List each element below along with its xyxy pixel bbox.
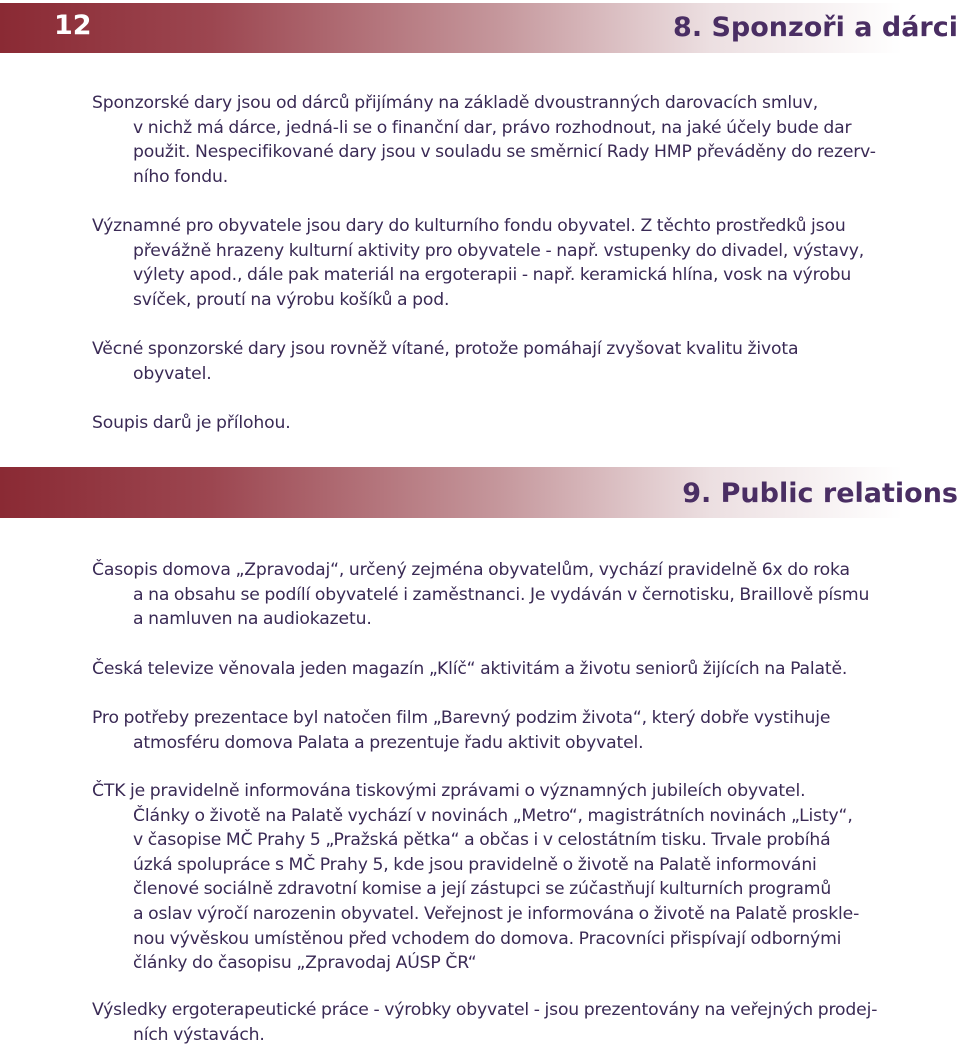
- section-9-title: 9. Public relations: [682, 478, 958, 509]
- text-line: Významné pro obyvatele jsou dary do kulturního fondu obyvatel. Z těchto prostředků jsou: [92, 216, 846, 236]
- text-line: v nichž má dárce, jedná-li se o finanční dar, právo rozhodnout, na jaké účely bude dar: [133, 117, 852, 138]
- text-line: Časopis domova „Zpravodaj“, určený zejména obyvatelům, vychází pravidelně 6x do roka: [92, 560, 850, 580]
- gift-list-note: [92, 411, 958, 436]
- text-line: Soupis darů je přílohou.: [92, 413, 291, 433]
- text-line: Výsledky ergoterapeutické práce - výrobky obyvatel - jsou prezentovány na veřejných prodej-: [92, 1000, 878, 1020]
- text-line: převážně hrazeny kulturní aktivity pro obyvatele - např. vstupenky do divadel, výstavy,: [133, 240, 865, 261]
- text-line: a oslav výročí narozenin obyvatel. Veřejnost je informována o životě na Palatě proskle-: [133, 903, 860, 924]
- text-line: Sponzorské dary jsou od dárců přijímány na základě dvoustranných darovacích smluv,: [92, 93, 819, 113]
- text-line: Věcné sponzorské dary jsou rovněž vítané, protože pomáhají zvyšovat kvalitu života: [92, 339, 799, 359]
- sponsorship-paragraph: [92, 91, 958, 189]
- ergotherapy-paragraph: [92, 998, 958, 1047]
- film-paragraph: [92, 706, 958, 755]
- text-line: nou vývěskou umístěnou před vchodem do domova. Pracovníci přispívají odbornými: [133, 928, 842, 949]
- text-line: a na obsahu se podílí obyvatelé i zaměstnanci. Je vydáván v černotisku, Braillově písmu: [133, 584, 870, 605]
- text-line: obyvatel.: [133, 363, 212, 384]
- newsletter-paragraph: [92, 558, 958, 632]
- text-line: výlety apod., dále pak materiál na ergoterapii - např. keramická hlína, vosk na výrobu: [133, 265, 852, 286]
- press-paragraph: [92, 779, 958, 976]
- text-line: Pro potřeby prezentace byl natočen film „Barevný podzim života“, který dobře vystihuje: [92, 708, 831, 728]
- text-line: ČTK je pravidelně informována tiskovými zprávami o významných jubileích obyvatel.: [92, 781, 806, 801]
- text-line: svíček, proutí na výrobu košíků a pod.: [133, 289, 450, 310]
- section-8-title: 8. Sponzoři a dárci: [673, 12, 958, 43]
- text-line: Česká televize věnovala jeden magazín „Klíč“ aktivitám a životu seniorů žijících na Palatě.: [92, 659, 848, 679]
- text-line: Články o životě na Palatě vychází v novinách „Metro“, magistrátních novinách „Listy“,: [133, 805, 853, 826]
- text-line: atmosféru domova Palata a prezentuje řadu aktivit obyvatel.: [133, 732, 644, 753]
- text-line: ních výstavách.: [133, 1024, 265, 1045]
- text-line: úzká spolupráce s MČ Prahy 5, kde jsou pravidelně o životě na Palatě informováni: [133, 854, 817, 875]
- television-paragraph: [92, 657, 958, 682]
- page-number: 12: [54, 10, 92, 41]
- text-line: a namluven na audiokazetu.: [133, 609, 372, 630]
- culture-fund-paragraph: [92, 214, 958, 312]
- text-line: ního fondu.: [133, 166, 229, 187]
- text-line: členové sociálně zdravotní komise a její zástupci se zúčastňují kulturních programů: [133, 879, 832, 900]
- material-gifts-paragraph: [92, 337, 958, 386]
- text-line: použit. Nespecifikované dary jsou v souladu se směrnicí Rady HMP převáděny do rezerv-: [133, 142, 876, 163]
- text-line: v časopise MČ Prahy 5 „Pražská pětka“ a občas i v celostátním tisku. Trvale probíhá: [133, 830, 831, 851]
- text-line: články do časopisu „Zpravodaj AÚSP ČR“: [133, 953, 477, 974]
